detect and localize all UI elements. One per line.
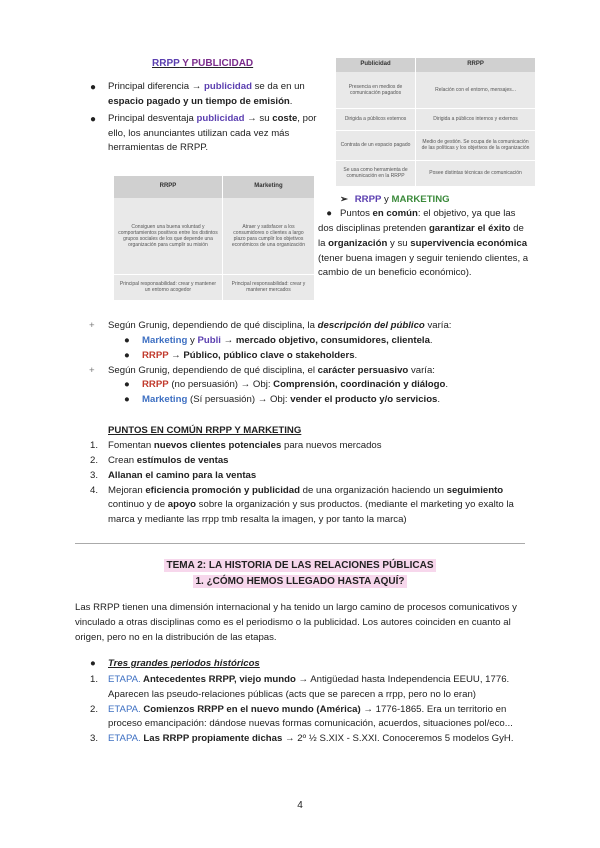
tema-title: TEMA 2: LA HISTORIA DE LAS RELACIONES PÚBLICAS — [166, 560, 434, 571]
table-cell: Posee distintas técnicas de comunicación — [416, 160, 535, 186]
list-item: 3. ETAPA. Las RRPP propiamente dichas → 2º ½ S.XIX - S.XXI. Conoceremos 5 modelos GyH. — [90, 733, 514, 745]
section-heading-rrpp-publicidad: RRPP Y PUBLICIDAD — [152, 58, 254, 69]
list-item: + Según Grunig, dependiendo de qué disciplina, la descripción del público varía: — [89, 320, 452, 331]
table-publicidad-rrpp — [336, 58, 535, 187]
table-cell: Consiguen una buena voluntad y comportamientos positivos entre los distintos grupos sociales de los que depende una organización para cumplir su misión — [114, 198, 222, 274]
table-header: RRPP — [114, 176, 222, 198]
table-header: Marketing — [222, 176, 314, 198]
page-number: 4 — [297, 800, 303, 811]
list-item: 2. ETAPA. Comienzos RRPP en el nuevo mundo (América) → 1776-1865. Era un territorio en proceso emancipación: dándose nuevas formas comunicación, acuerdos, situaciones pol/eco... — [90, 703, 513, 730]
table-cell: Presencia en medios de comunicación pagados — [336, 72, 416, 108]
table-rrpp-marketing — [114, 176, 314, 301]
publicidad-bullets — [88, 80, 326, 156]
table-cell: Medio de gestión. Se ocupa de la comunicación de las políticas y los objetivos de la organización — [416, 130, 535, 160]
puntos-list — [88, 439, 528, 528]
puntos-heading: PUNTOS EN COMÚN RRPP Y MARKETING — [108, 425, 302, 436]
grunig-section — [88, 319, 538, 408]
table-cell: Principal responsabilidad: crear y mantener un entorno acogedor — [114, 274, 222, 300]
list-item: ● Principal diferencia → publicidad se da en un espacio pagado y un tiempo de emisión. — [90, 81, 305, 107]
list-item: + Según Grunig, dependiendo de qué disciplina, el carácter persuasivo varía: — [89, 364, 435, 376]
list-item: 2. Crean estímulos de ventas — [90, 454, 229, 466]
rrpp-marketing-paragraph: ● Puntos en común: el objetivo, ya que las dos disciplinas pretenden garantizar el éxito de la organización y su supervivencia económica (tener buena imagen y seguir teniendo clientes, a cambio de un beneficio económico). — [318, 208, 529, 279]
list-item: 1. Fomentan nuevos clientes potenciales para nuevos mercados — [90, 440, 382, 451]
tema-intro-paragraph: Las RRPP tienen una dimensión internacional y ha tenido un largo camino de procesos comunicativos y vinculado a otras disciplinas como es el periodismo o la publicidad. Los autores coinciden en cuanto al origen, pero no en la distribución de las etapas. — [75, 602, 517, 643]
section-divider — [75, 543, 525, 544]
table-cell: Se usa como herramienta de comunicación en la RRPP — [336, 160, 416, 186]
periods-section — [88, 657, 538, 747]
table-header: Publicidad — [336, 58, 416, 72]
tema-subtitle: 1. ¿CÓMO HEMOS LLEGADO HASTA AQUÍ? — [195, 576, 405, 587]
section-heading-rrpp-marketing: ➢ RRPP y MARKETING — [340, 194, 450, 205]
list-item: ● RRPP → Público, público clave o stakeholders. — [124, 349, 358, 361]
list-item: ● Principal desventaja publicidad → su coste, por ello, los anunciantes utilizan cada vez más herramientas de RRPP. — [90, 112, 317, 154]
table-cell: Principal responsabilidad: crear y mantener mercados — [222, 274, 314, 300]
table-header: RRPP — [416, 58, 535, 72]
table-cell: Dirigida a públicos internos y externos — [416, 108, 535, 130]
table-cell: Relación con el entorno, mensajes... — [416, 72, 535, 108]
list-item: 4. Mejoran eficiencia promoción y publicidad de una organización haciendo un seguimiento continuo y de apoyo sobre la organización y sus productos. (mediante el marketing yo exalto la marca y mediante las rrpp tmb resalta la imagen, y por tanto la marca) — [90, 484, 514, 526]
table-cell: Atraer y satisfacer a los consumidores o clientes a largo plazo para cumplir los objetivos económicos de una organización — [222, 198, 314, 274]
list-item: 3. Allanan el camino para la ventas — [90, 469, 257, 481]
list-item: ● Marketing y Publi → mercado objetivo, consumidores, clientela. — [124, 334, 433, 346]
list-item: ● RRPP (no persuasión) → Obj: Comprensión, coordinación y diálogo. — [124, 379, 449, 391]
list-item: ● Marketing (Sí persuasión) → Obj: vender el producto y/o servicios. — [124, 394, 441, 406]
list-item: ● Tres grandes periodos históricos — [90, 658, 260, 669]
list-item: 1. ETAPA. Antecedentes RRPP, viejo mundo → Antigüedad hasta Independencia EEUU, 1776. Aparecen las pseudo-relaciones públicas (acts que se parecen a rrpp, pero no lo eran) — [90, 673, 510, 700]
table-cell: Contrata de un espacio pagado — [336, 130, 416, 160]
table-cell: Dirigida a públicos externos — [336, 108, 416, 130]
